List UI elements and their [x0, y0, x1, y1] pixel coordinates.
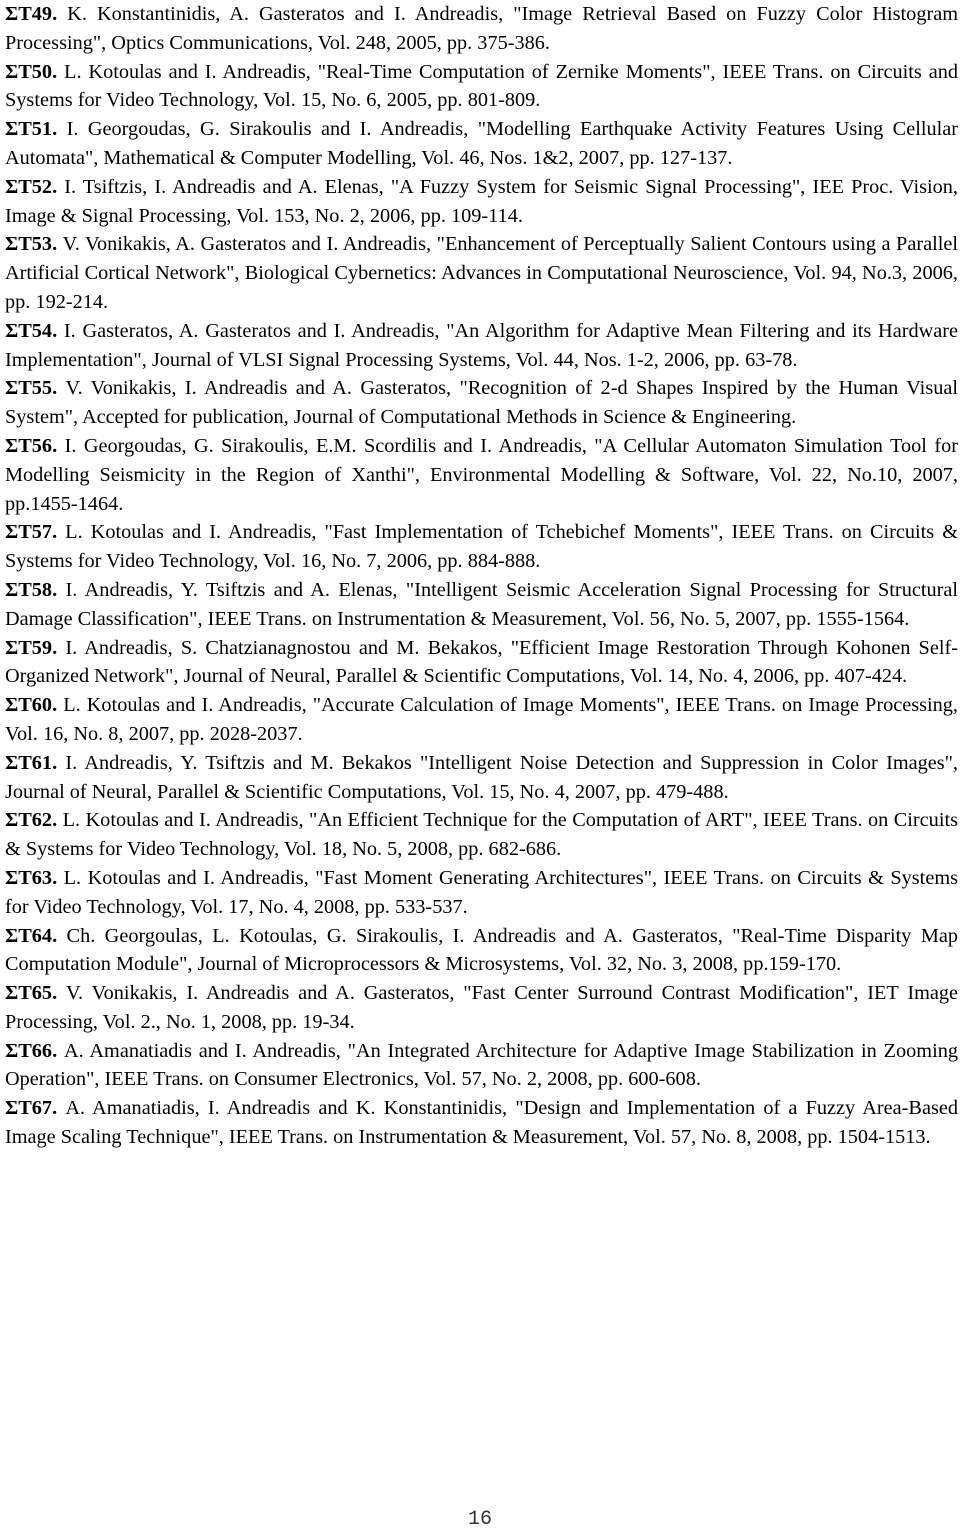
reference-text: A. Amanatiadis and I. Andreadis, "An Integrated Architecture for Adaptive Image Stabilization in Zooming Operation", IEEE Trans. on Consumer Electronics, Vol. 57, No. 2, 2008, pp. 600-608.: [5, 1039, 958, 1091]
reference-id: ΣΤ63.: [5, 866, 58, 889]
reference-item: [5, 0, 958, 58]
reference-item: [5, 58, 958, 116]
reference-text: I. Andreadis, Y. Tsiftzis and A. Elenas, "Intelligent Seismic Acceleration Signal Processing for Structural Damage Classification", IEEE Trans. on Instrumentation & Measurement, Vol. 56, No. 5, 2007, pp. 1555-1564.: [5, 578, 958, 630]
reference-item: [5, 518, 958, 576]
reference-id: ΣΤ53.: [5, 233, 58, 256]
reference-text: V. Vonikakis, A. Gasteratos and I. Andreadis, "Enhancement of Perceptually Salient Contours using a Parallel Artificial Cortical Network", Biological Cybernetics: Advances in Computational Neuroscience, Vol. 94, No.3, 2006, pp. 192-214.: [5, 233, 958, 313]
reference-item: [5, 230, 958, 316]
reference-id: ΣΤ49.: [5, 3, 58, 25]
reference-text: K. Konstantinidis, A. Gasteratos and I. Andreadis, "Image Retrieval Based on Fuzzy Color Histogram Processing", Optics Communications, Vol. 248, 2005, pp. 375-386.: [5, 3, 958, 54]
reference-item: [5, 922, 958, 980]
reference-item: [5, 806, 958, 864]
reference-text: I. Georgoudas, G. Sirakoulis, E.M. Scordilis and I. Andreadis, "A Cellular Automaton Simulation Tool for Modelling Seismicity in the Region of Xanthi", Environmental Modelling & Software, Vol. 22, No.10, 2007, pp.1455-1464.: [5, 434, 958, 515]
reference-item: [5, 691, 958, 749]
reference-item: [5, 576, 958, 634]
reference-item: [5, 979, 958, 1037]
reference-item: [5, 864, 958, 922]
reference-id: ΣΤ65.: [5, 982, 58, 1005]
reference-item: [5, 374, 958, 432]
reference-item: [5, 1037, 958, 1095]
reference-id: ΣΤ57.: [5, 521, 58, 544]
reference-item: [5, 317, 958, 375]
reference-id: ΣΤ67.: [5, 1097, 58, 1120]
reference-id: ΣΤ54.: [5, 319, 58, 342]
reference-id: ΣΤ50.: [5, 60, 58, 83]
reference-id: ΣΤ62.: [5, 809, 58, 832]
reference-item: [5, 173, 958, 231]
reference-text: I. Georgoudas, G. Sirakoulis and I. Andreadis, "Modelling Earthquake Activity Features Using Cellular Automata", Mathematical & Computer Modelling, Vol. 46, Nos. 1&2, 2007, pp. 127-137.: [5, 118, 958, 169]
reference-id: ΣΤ61.: [5, 751, 58, 774]
reference-text: I. Andreadis, S. Chatzianagnostou and M. Bekakos, "Efficient Image Restoration Through Kohonen Self-Organized Network", Journal of Neural, Parallel & Scientific Computations, Vol. 14, No. 4, 2006, pp. 407-424.: [5, 636, 958, 688]
reference-item: [5, 634, 958, 692]
reference-text: I. Tsiftzis, I. Andreadis and A. Elenas, "A Fuzzy System for Seismic Signal Processing", IEE Proc. Vision, Image & Signal Processing, Vol. 153, No. 2, 2006, pp. 109-114.: [5, 175, 958, 227]
reference-id: ΣΤ64.: [5, 924, 58, 947]
reference-id: ΣΤ59.: [5, 636, 58, 659]
reference-item: [5, 432, 958, 518]
reference-id: ΣΤ60.: [5, 694, 58, 717]
reference-id: ΣΤ55.: [5, 377, 58, 400]
reference-item: [5, 115, 958, 173]
reference-item: [5, 749, 958, 807]
reference-text: Ch. Georgoulas, L. Kotoulas, G. Sirakoulis, I. Andreadis and A. Gasteratos, "Real-Time Disparity Map Computation Module", Journal of Microprocessors & Microsystems, Vol. 32, No. 3, 2008, pp.159-170.: [5, 924, 958, 976]
reference-list: [5, 0, 958, 1152]
reference-text: I. Andreadis, Y. Tsiftzis and M. Bekakos "Intelligent Noise Detection and Suppression in Color Images", Journal of Neural, Parallel & Scientific Computations, Vol. 15, No. 4, 2007, pp. 479-488.: [5, 751, 958, 803]
reference-text: A. Amanatiadis, I. Andreadis and K. Konstantinidis, "Design and Implementation of a Fuzzy Area-Based Image Scaling Technique", IEEE Trans. on Instrumentation & Measurement, Vol. 57, No. 8, 2008, pp. 1504-1513.: [5, 1097, 958, 1149]
reference-text: V. Vonikakis, I. Andreadis and A. Gasteratos, "Recognition of 2-d Shapes Inspired by the Human Visual System", Accepted for publication, Journal of Computational Methods in Science & Engineering.: [5, 377, 958, 429]
reference-text: L. Kotoulas and I. Andreadis, "An Efficient Technique for the Computation of ART", IEEE Trans. on Circuits & Systems for Video Technology, Vol. 18, No. 5, 2008, pp. 682-686.: [5, 809, 958, 861]
reference-text: L. Kotoulas and I. Andreadis, "Real-Time Computation of Zernike Moments", IEEE Trans. on Circuits and Systems for Video Technology, Vol. 15, No. 6, 2005, pp. 801-809.: [5, 60, 958, 112]
reference-text: L. Kotoulas and I. Andreadis, "Accurate Calculation of Image Moments", IEEE Trans. on Image Processing, Vol. 16, No. 8, 2007, pp. 2028-2037.: [5, 694, 958, 745]
reference-text: I. Gasteratos, A. Gasteratos and I. Andreadis, "An Algorithm for Adaptive Mean Filtering and its Hardware Implementation", Journal of VLSI Signal Processing Systems, Vol. 44, Nos. 1-2, 2006, pp. 63-78.: [5, 319, 958, 371]
reference-id: ΣΤ56.: [5, 434, 58, 457]
reference-text: V. Vonikakis, I. Andreadis and A. Gasteratos, "Fast Center Surround Contrast Modification", IET Image Processing, Vol. 2., No. 1, 2008, pp. 19-34.: [5, 982, 958, 1033]
reference-text: L. Kotoulas and I. Andreadis, "Fast Implementation of Tchebichef Moments", IEEE Trans. on Circuits & Systems for Video Technology, Vol. 16, No. 7, 2006, pp. 884-888.: [5, 521, 958, 573]
reference-id: ΣΤ58.: [5, 578, 58, 601]
page-number: 16: [467, 1508, 492, 1531]
reference-item: [5, 1094, 958, 1152]
reference-id: ΣΤ52.: [5, 175, 58, 198]
reference-text: L. Kotoulas and I. Andreadis, "Fast Moment Generating Architectures", IEEE Trans. on Circuits & Systems for Video Technology, Vol. 17, No. 4, 2008, pp. 533-537.: [5, 866, 958, 918]
reference-id: ΣΤ51.: [5, 118, 58, 141]
reference-id: ΣΤ66.: [5, 1039, 58, 1062]
